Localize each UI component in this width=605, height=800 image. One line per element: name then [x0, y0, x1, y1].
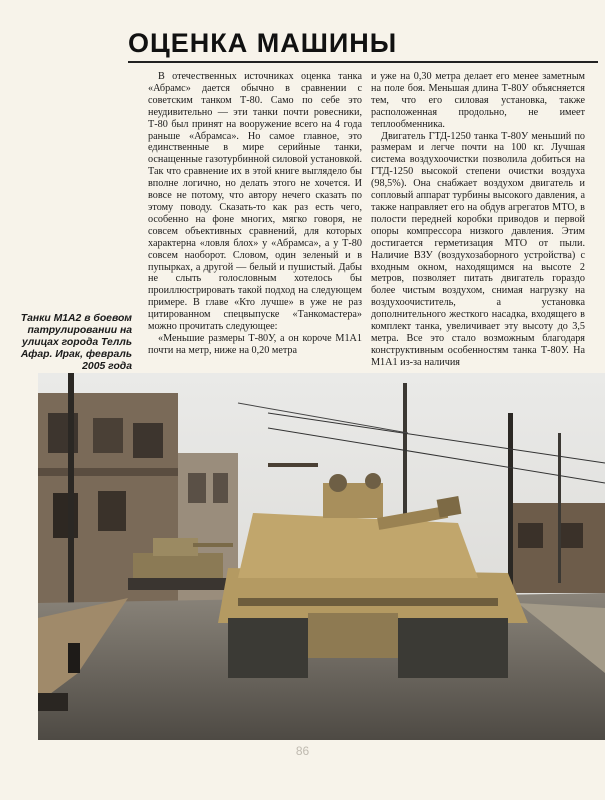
- page-number: 86: [295, 744, 310, 758]
- paragraph: В отечественных источниках оценка танка «Абрамс» дается обычно в сравнении с советским танком Т-80. Само по себе это неудивительно — эти танки почти ровесники, Т-80 был принят на вооружение всего на 4 года раньше «Абрамса». Но самое главное, это единственные в мире серийные танки, оснащенные газотурбинной силовой установкой. Так что сравнение их в этой книге выглядело бы вполне логично, но делать этого не хочется. И вовсе не потому, что автору нечего сказать по этому поводу. Сказать-то как раз есть чего, особенно на фоне многих, мягко говоря, не совсем объективных сравнений, для которых характерна «ловля блох» у «Абрамса», а у Т-80 совсем наоборот. Словом, один зеленый и в пупырках, а другой — белый и пушистый. Дабы не слыть голословным хотелось бы проиллюстрировать такой подход на следующем примере. В главе «Кто лучше» в уже не раз цитированном спецвыпуске «Танкомастера» можно прочитать следующее:: [148, 71, 362, 333]
- paragraph: «Меньшие размеры Т-80У, а он короче М1А1 почти на метр, ниже на 0,20 метра: [148, 332, 362, 356]
- text-column-left: [148, 71, 362, 371]
- tank-photo: [38, 373, 605, 740]
- tank-street-illustration: [38, 373, 605, 740]
- paragraph: и уже на 0,30 метра делает его менее заметным на поле боя. Меньшая длина Т-80У объясняется тем, что его силовая установка, также расположенная продольно, не имеет теплообменника.: [371, 71, 585, 130]
- paragraph: Двигатель ГТД-1250 танка Т-80У меньший по размерам и легче почти на 100 кг. Лучшая система воздухоочистки позволила добиться на ГТД-1250 высокой степени очистки воздуха (98,5%). Она снабжает воздухом двигатель и сопловый аппарат турбины высокого давления, а также направляет его на обдув агрегатов МТО, в полости передней коробки приводов и первой опоры компрессора низкого давления. Этим достигается герметизация МТО от пыли. Наличие ВЗУ (воздухозаборного устройства) с входным окном, находящимся на высоте 2 метров, позволяет питать двигатель гораздо более чистым воздухом, снимая нагрузку на воздухоочиститель, а установка дополнительного жесткого насадка, входящего в комплект танка, увеличивает эту высоту до 3,5 метра. Все это стало возможным благодаря конструктивным особенностям танка Т-80У. На М1А1 из-за наличия: [371, 130, 585, 368]
- text-column-right: [371, 71, 585, 371]
- photo-caption: Танки M1A2 в боевом патрулировании на улицах города Телль Афар. Ирак, февраль 2005 года: [20, 313, 132, 372]
- page-title: ОЦЕНКА МАШИНЫ: [128, 28, 598, 63]
